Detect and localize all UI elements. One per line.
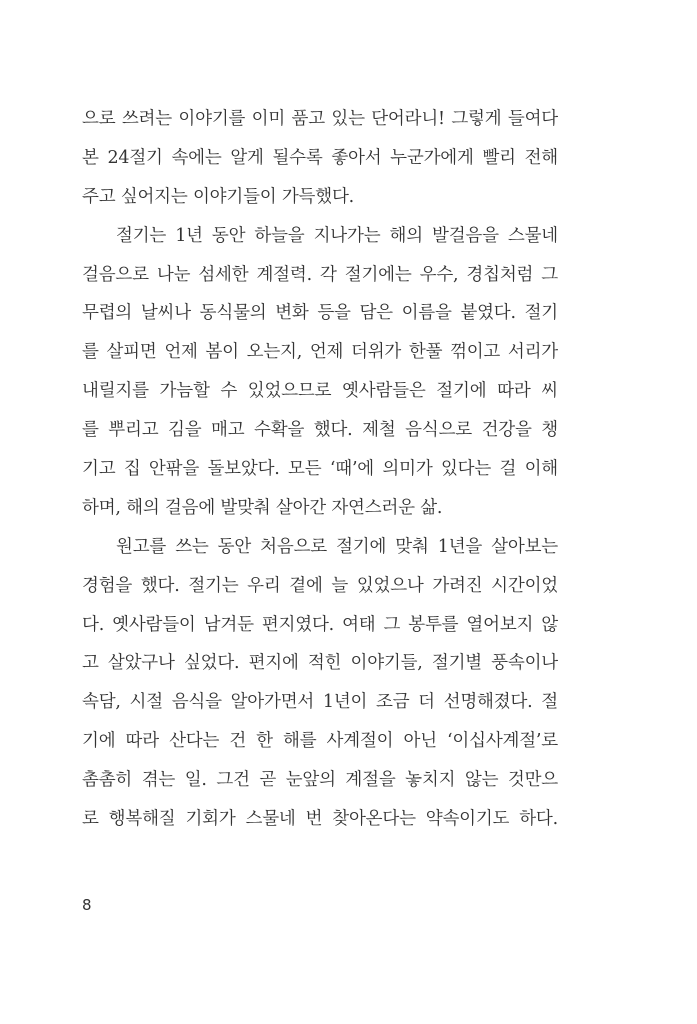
text-line: 다. 옛사람들이 남겨둔 편지였다. 여태 그 봉투를 열어보지 않 [82,614,558,635]
text-line: 내릴지를 가늠할 수 있었으므로 옛사람들은 절기에 따라 씨 [82,381,558,402]
page-number: 8 [82,896,92,914]
text-line: 으로 쓰려는 이야기를 이미 품고 있는 단어라니! 그렇게 들여다 [82,109,558,129]
text-line: 촘촘히 겪는 일. 그건 곧 눈앞의 계절을 놓치지 않는 것만으 [82,770,558,791]
paragraph-3 [82,528,558,839]
text-line: 본 24절기 속에는 알게 될수록 좋아서 누군가에게 빨리 전해 [82,147,558,168]
text-line: 하며, 해의 걸음에 발맞춰 살아간 자연스러운 삶. [82,497,443,518]
text-line: 를 살피면 언제 봄이 오는지, 언제 더위가 한풀 꺾이고 서리가 [82,342,558,363]
text-line: 걸음으로 나눈 섬세한 계절력. 각 절기에는 우수, 경칩처럼 그 [82,264,558,285]
paragraph-2 [82,217,558,528]
text-line: 무렵의 날씨나 동식물의 변화 등을 담은 이름을 붙였다. 절기 [82,303,558,324]
text-line: 로 행복해질 기회가 스물네 번 찾아온다는 약속이기도 하다. [82,809,558,830]
text-line: 를 뿌리고 김을 매고 수확을 했다. 제철 음식으로 건강을 챙 [82,420,558,441]
text-line: 절기는 1년 동안 하늘을 지나가는 해의 발걸음을 스물네 [116,225,558,246]
paragraph-1 [82,100,558,217]
text-line: 원고를 쓰는 동안 처음으로 절기에 맞춰 1년을 살아보는 [116,536,558,557]
text-line: 기고 집 안팎을 돌보았다. 모든 ‘때’에 의미가 있다는 걸 이해 [82,459,558,480]
body-text [82,100,558,839]
text-line: 경험을 했다. 절기는 우리 곁에 늘 있었으나 가려진 시간이었 [82,575,558,596]
text-line: 주고 싶어지는 이야기들이 가득했다. [82,186,355,207]
text-line: 속담, 시절 음식을 알아가면서 1년이 조금 더 선명해졌다. 절 [82,692,558,713]
text-line: 기에 따라 산다는 건 한 해를 사계절이 아닌 ‘이십사계절’로 [82,731,558,752]
text-line: 고 살았구나 싶었다. 편지에 적힌 이야기들, 절기별 풍속이나 [82,653,558,674]
